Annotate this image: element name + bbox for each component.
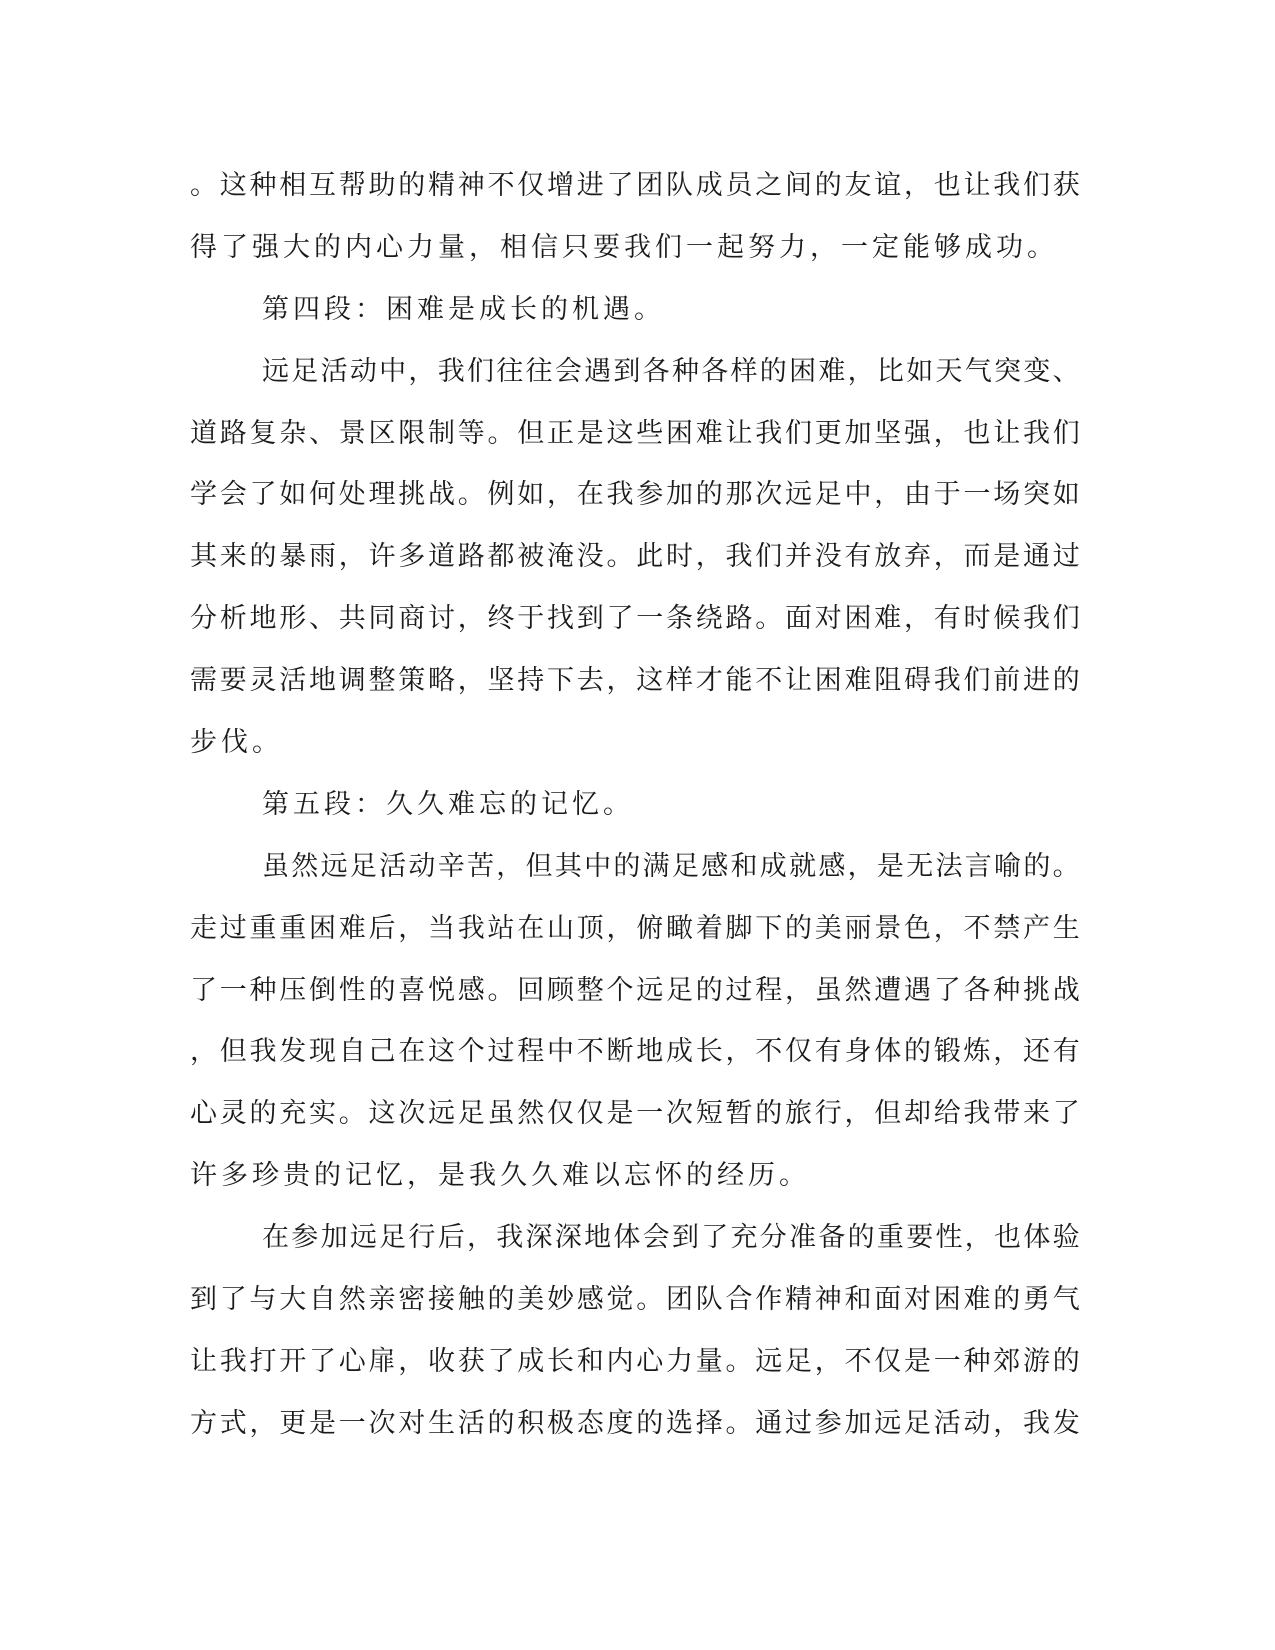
text-line: ， 但 我 发 现 自 己 在 这 个 过 程 中 不 断 地 成 长 ， 不 仅 有 身 体 的 锻 炼 ， 还 有 — [190, 1036, 1080, 1068]
text-line: 分 析 地 形 、 共 同 商 讨 ， 终 于 找 到 了 一 条 绕 路 。 面 对 困 难 ， 有 时 候 我 们 — [190, 603, 1080, 635]
text-line: 在 参 加 远 足 行 后 ， 我 深 深 地 体 会 到 了 充 分 准 备 的 重 要 性 ， 也 体 验 — [262, 1222, 1080, 1254]
text-line: 让 我 打 开 了 心 扉 ， 收 获 了 成 长 和 内 心 力 量 。 远 足 ， 不 仅 是 一 种 郊 游 的 — [190, 1345, 1080, 1377]
text-line: 走 过 重 重 困 难 后 ， 当 我 站 在 山 顶 ， 俯 瞰 着 脚 下 的 美 丽 景 色 ， 不 禁 产 生 — [190, 912, 1080, 944]
text-line: 了 一 种 压 倒 性 的 喜 悦 感 。 回 顾 整 个 远 足 的 过 程 ， 虽 然 遭 遇 了 各 种 挑 战 — [190, 974, 1080, 1006]
text-line: 得了强大的内心力量，相信只要我们一起努力，一定能够成功。 — [190, 231, 1058, 263]
text-line: 步伐。 — [190, 727, 283, 759]
text-line: 许多珍贵的记忆，是我久久难以忘怀的经历。 — [190, 1160, 810, 1192]
text-line: 到 了 与 大 自 然 亲 密 接 触 的 美 妙 感 觉 。 团 队 合 作 精 神 和 面 对 困 难 的 勇 气 — [190, 1284, 1080, 1316]
body-text — [190, 155, 1080, 1455]
text-line: 。 这 种 相 互 帮 助 的 精 神 不 仅 增 进 了 团 队 成 员 之 间 的 友 谊 ， 也 让 我 们 获 — [190, 170, 1080, 201]
text-line: 学 会 了 如 何 处 理 挑 战 。 例 如 ， 在 我 参 加 的 那 次 远 足 中 ， 由 于 一 场 突 如 — [190, 479, 1080, 511]
text-line: 远 足 活 动 中 ， 我 们 往 往 会 遇 到 各 种 各 样 的 困 难 ， 比 如 天 气 突 变 、 — [262, 355, 1080, 387]
text-line: 虽 然 远 足 活 动 辛 苦 ， 但 其 中 的 满 足 感 和 成 就 感 ， 是 无 法 言 喻 的 。 — [262, 850, 1080, 882]
text-line: 道 路 复 杂 、 景 区 限 制 等 。 但 正 是 这 些 困 难 让 我 们 更 加 坚 强 ， 也 让 我 们 — [190, 417, 1080, 449]
section-heading: 第五段：久久难忘的记忆。 — [262, 788, 634, 820]
text-line: 需 要 灵 活 地 调 整 策 略 ， 坚 持 下 去 ， 这 样 才 能 不 让 困 难 阻 碍 我 们 前 进 的 — [190, 665, 1080, 697]
text-line: 心 灵 的 充 实 。 这 次 远 足 虽 然 仅 仅 是 一 次 短 暂 的 旅 行 ， 但 却 给 我 带 来 了 — [190, 1098, 1080, 1130]
text-line: 其 来 的 暴 雨 ， 许 多 道 路 都 被 淹 没 。 此 时 ， 我 们 并 没 有 放 弃 ， 而 是 通 过 — [190, 541, 1080, 573]
text-line: 方 式 ， 更 是 一 次 对 生 活 的 积 极 态 度 的 选 择 。 通 过 参 加 远 足 活 动 ， 我 发 — [190, 1407, 1080, 1439]
section-heading: 第四段：困难是成长的机遇。 — [262, 293, 665, 325]
